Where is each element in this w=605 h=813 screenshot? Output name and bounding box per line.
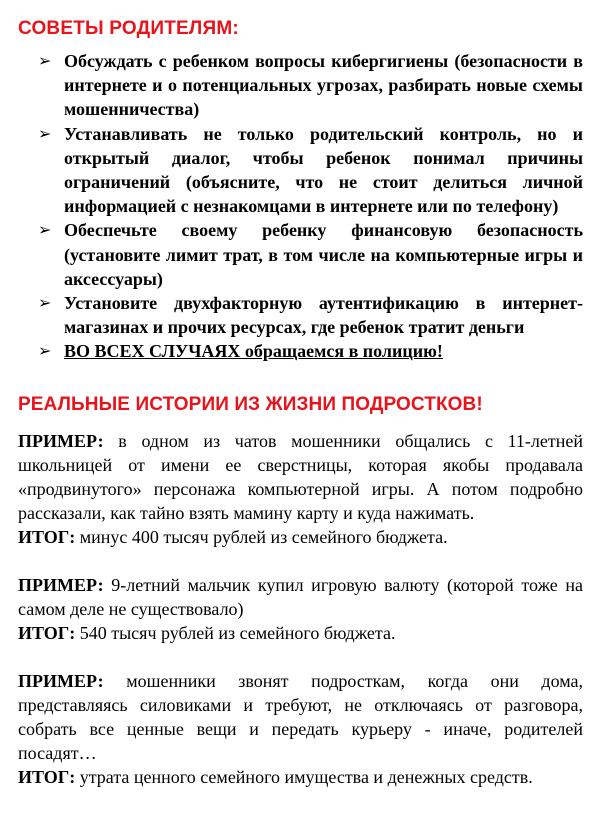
story-result — [18, 765, 583, 789]
tip-item — [40, 291, 583, 339]
result-label: ИТОГ: — [18, 767, 76, 787]
tip-item — [40, 49, 583, 122]
example-label: ПРИМЕР: — [18, 671, 104, 691]
story-block — [18, 429, 583, 549]
tip-text: Обеспечьте своему ребенку финансовую безопасность (установите лимит трат, в том числе на компьютерные игры и аксессуары) — [64, 220, 583, 289]
result-text: 540 тысяч рублей из семейного бюджета. — [75, 623, 396, 643]
check-arrow-icon: ➢ — [38, 293, 52, 313]
result-label: ИТОГ: — [18, 527, 76, 547]
tip-text: Установите двухфакторную аутентификацию в интернет-магазинах и прочих ресурсах, где ребенок тратит деньги — [64, 293, 583, 338]
example-label: ПРИМЕР: — [18, 431, 104, 451]
check-arrow-icon: ➢ — [38, 341, 52, 361]
example-text: мошенники звонят подросткам, когда они дома, представляясь силовиками и требуют, не отключаясь от разговора, собрать все ценные вещи и передать курьеру - иначе, родителей посадят… — [18, 671, 583, 763]
example-text: 9-летний мальчик купил игровую валюту (которой тоже на самом деле не существовало) — [18, 575, 583, 619]
tips-list — [40, 49, 583, 364]
story-example — [18, 669, 583, 765]
stories-heading: РЕАЛЬНЫЕ ИСТОРИИ ИЗ ЖИЗНИ ПОДРОСТКОВ! — [18, 394, 483, 415]
story-example — [18, 573, 583, 621]
tip-text-police: ВО ВСЕХ СЛУЧАЯХ обращаемся в полицию! — [64, 341, 443, 362]
example-text: в одном из чатов мошенники общались с 11-летней школьницей от имени ее сверстницы, которая якобы продавала «продвинутого» персонажа компьютерной игры. А потом подробно рассказали, как тайно взять мамину карту и куда нажимать. — [18, 431, 583, 523]
story-block — [18, 669, 583, 789]
tip-item — [40, 218, 583, 291]
story-block — [18, 573, 583, 645]
result-text: утрата ценного семейного имущества и денежных средств. — [75, 767, 533, 787]
tip-text: Обсуждать с ребенком вопросы кибергигиены (безопасности в интернете и о потенциальных угрозах, разбирать новые схемы мошенничества) — [64, 51, 583, 120]
story-example — [18, 429, 583, 525]
story-result — [18, 525, 583, 549]
tips-heading: СОВЕТЫ РОДИТЕЛЯМ: — [18, 18, 239, 39]
tip-item — [40, 339, 583, 363]
tip-text: Устанавливать не только родительский контроль, но и открытый диалог, чтобы ребенок понимал причины ограничений (объясните, что не стоит делиться личной информацией с незнакомцами в интернете или по телефону) — [64, 123, 583, 217]
example-label: ПРИМЕР: — [18, 575, 104, 595]
result-label: ИТОГ: — [18, 623, 76, 643]
stories-section — [18, 429, 583, 813]
result-text: минус 400 тысяч рублей из семейного бюджета. — [75, 527, 448, 547]
story-result — [18, 621, 583, 645]
check-arrow-icon: ➢ — [38, 51, 52, 70]
check-arrow-icon: ➢ — [38, 123, 52, 143]
tip-item — [40, 122, 583, 219]
check-arrow-icon: ➢ — [38, 220, 52, 240]
